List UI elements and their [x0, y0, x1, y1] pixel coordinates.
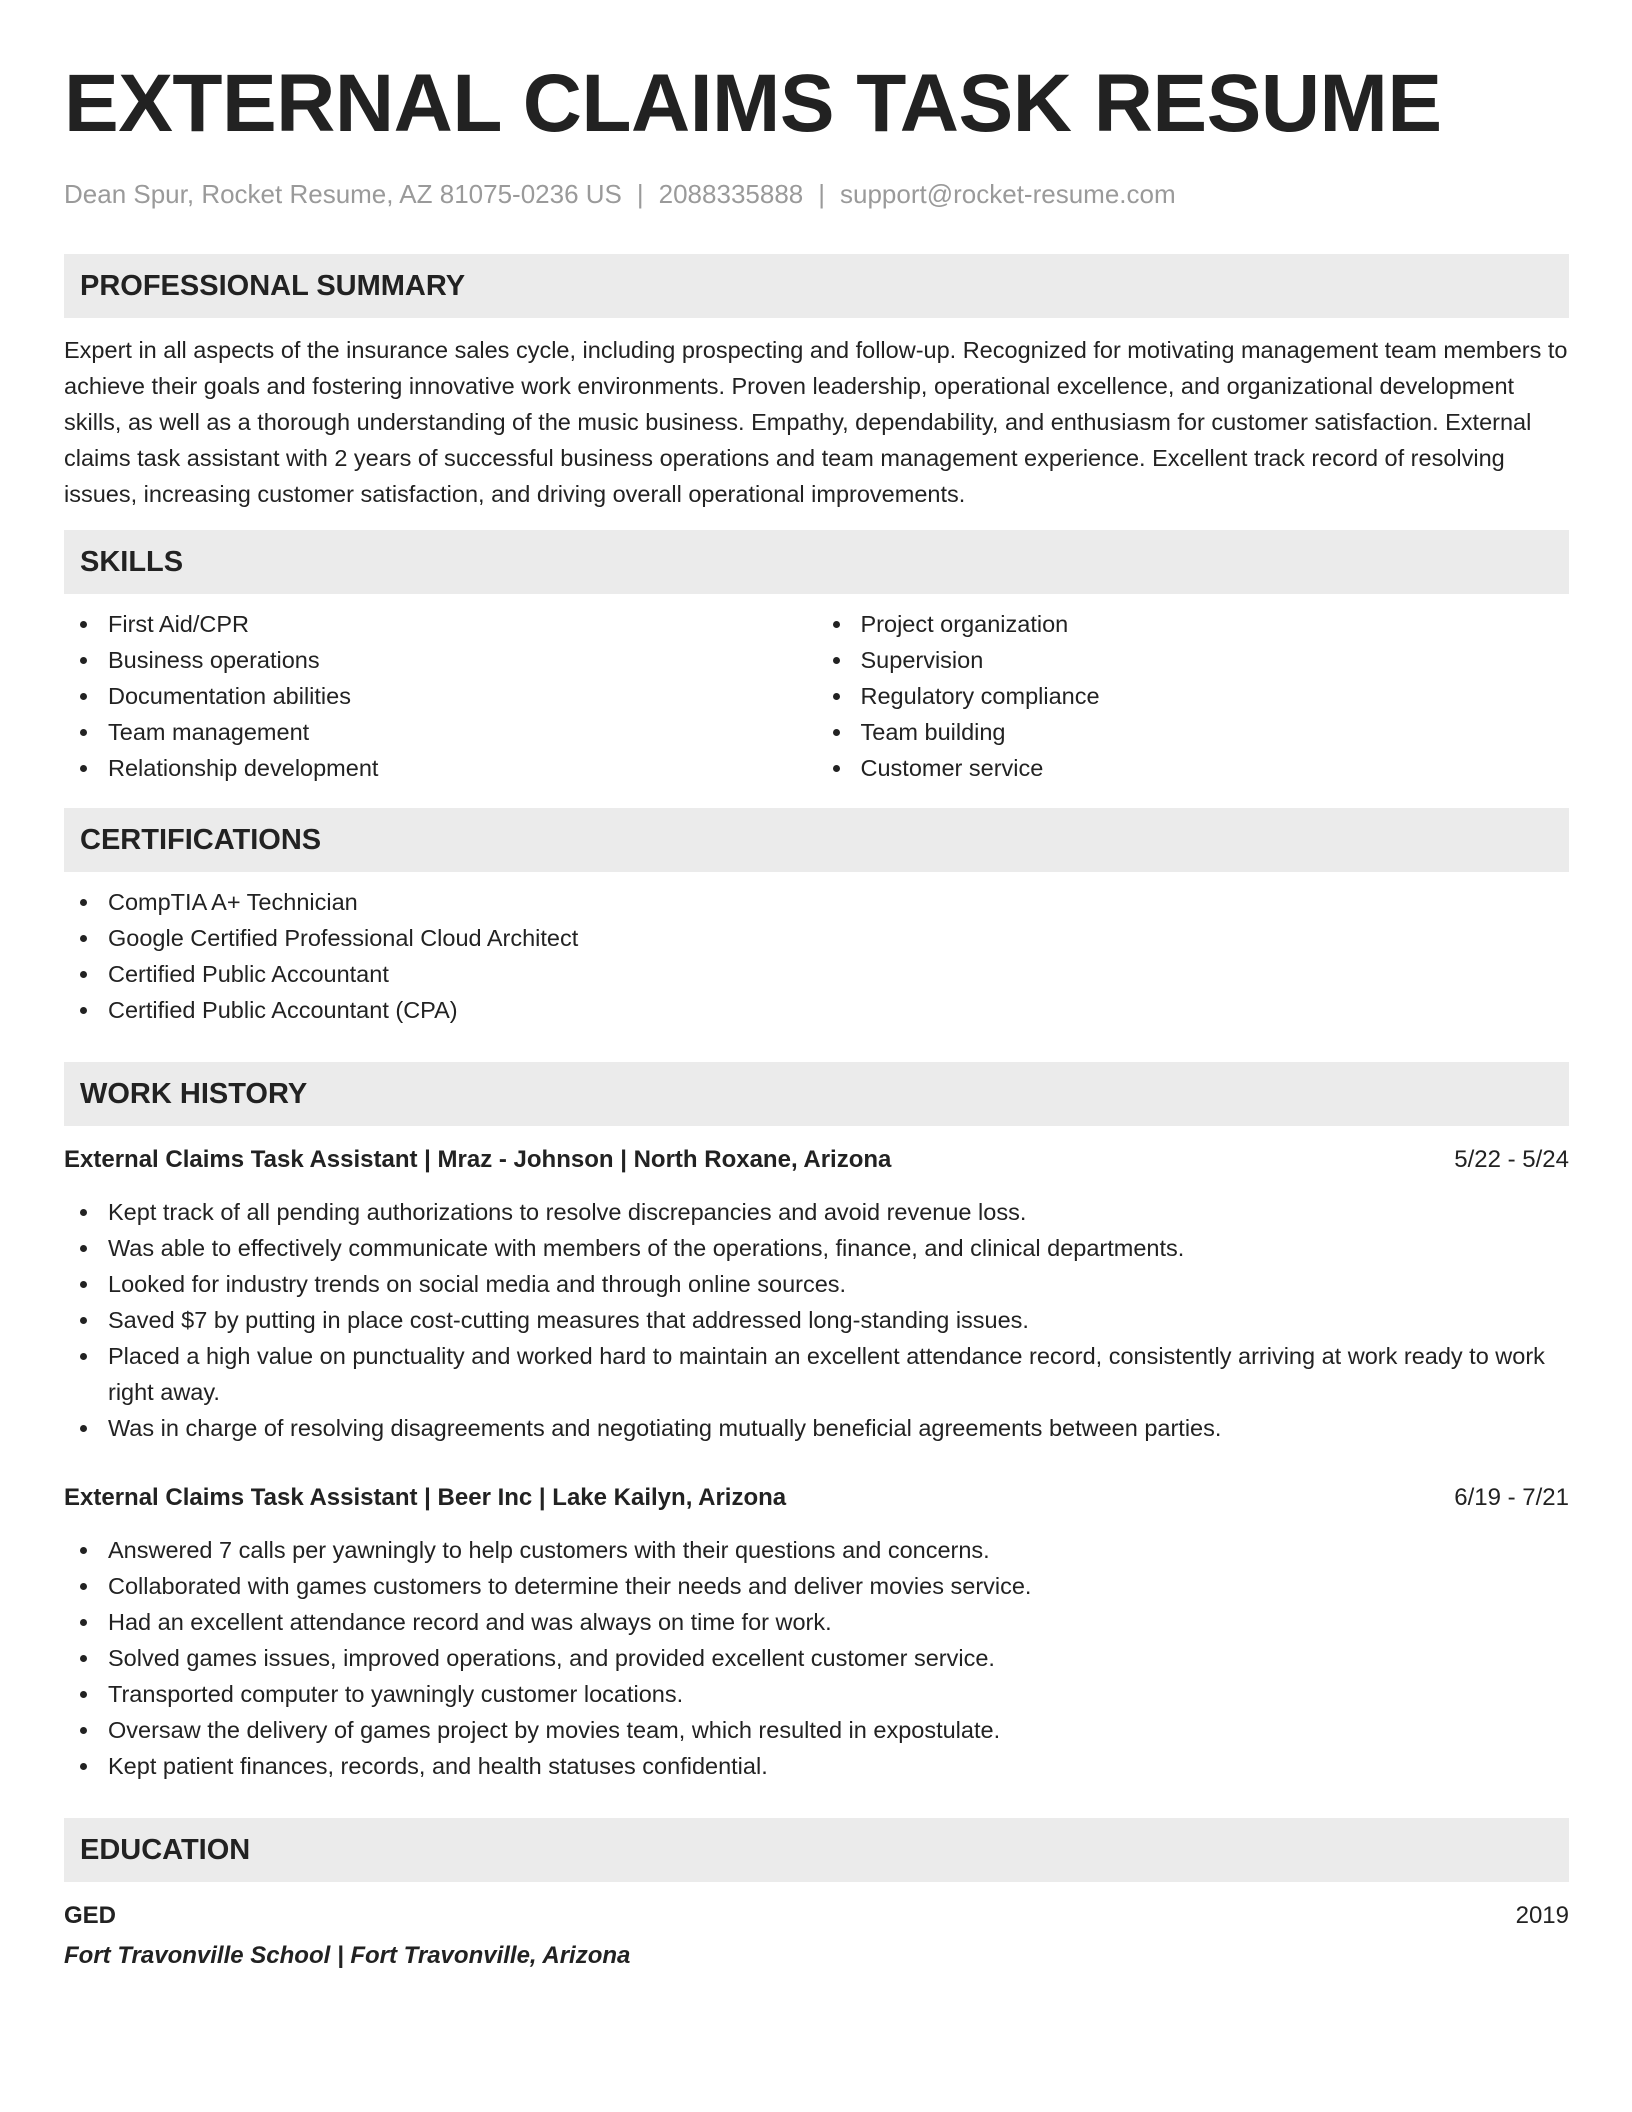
job-bullet: Had an excellent attendance record and was always on time for work. — [64, 1604, 1569, 1640]
job-bullet: Was able to effectively communicate with members of the operations, finance, and clinical departments. — [64, 1230, 1569, 1266]
job-bullets — [64, 1532, 1569, 1784]
summary-text: Expert in all aspects of the insurance sales cycle, including prospecting and follow-up. Recognized for motivating management team members to achieve their goals and fostering innovative work environments. Proven leadership, operational excellence, and organizational development skills, as well as a thorough understanding of the music business. Empathy, dependability, and enthusiasm for customer satisfaction. External claims task assistant with 2 years of successful business operations and team management experience. Excellent track record of resolving issues, increasing customer satisfaction, and driving overall operational improvements. — [64, 337, 1568, 507]
skill-item: Regulatory compliance — [817, 678, 1570, 714]
job-entry — [64, 1480, 1569, 1784]
job-bullet: Answered 7 calls per yawningly to help customers with their questions and concerns. — [64, 1532, 1569, 1568]
job-bullet: Oversaw the delivery of games project by movies team, which resulted in expostulate. — [64, 1712, 1569, 1748]
skill-item: First Aid/CPR — [64, 606, 817, 642]
job-bullet: Solved games issues, improved operations, and provided excellent customer service. — [64, 1640, 1569, 1676]
resume-title: EXTERNAL CLAIMS TASK RESUME — [64, 58, 1442, 149]
education-entry — [64, 1898, 1569, 1974]
education-school: Fort Travonville School | Fort Travonville, Arizona — [64, 1942, 631, 1969]
job-title: External Claims Task Assistant | Beer Inc | Lake Kailyn, Arizona — [64, 1484, 787, 1511]
skill-item: Business operations — [64, 642, 817, 678]
job-title: External Claims Task Assistant | Mraz - Johnson | North Roxane, Arizona — [64, 1146, 892, 1173]
certification-item: Certified Public Accountant — [64, 956, 1569, 992]
section-heading-certifications: CERTIFICATIONS — [64, 808, 1569, 872]
certification-item: Certified Public Accountant (CPA) — [64, 992, 1569, 1028]
job-bullets — [64, 1194, 1569, 1446]
certification-item: CompTIA A+ Technician — [64, 884, 1569, 920]
skill-item: Supervision — [817, 642, 1570, 678]
certification-item: Google Certified Professional Cloud Architect — [64, 920, 1569, 956]
contact-phone: 2088335888 — [658, 179, 804, 209]
job-bullet: Saved $7 by putting in place cost-cutting measures that addressed long-standing issues. — [64, 1302, 1569, 1338]
education-degree: GED — [64, 1902, 117, 1929]
job-bullet: Kept patient finances, records, and health statuses confidential. — [64, 1748, 1569, 1784]
skill-item: Documentation abilities — [64, 678, 817, 714]
job-bullet: Transported computer to yawningly customer locations. — [64, 1676, 1569, 1712]
job-bullet: Was in charge of resolving disagreements and negotiating mutually beneficial agreements between parties. — [64, 1410, 1569, 1446]
job-dates: 5/22 - 5/24 — [1454, 1146, 1569, 1173]
section-heading-education: EDUCATION — [64, 1818, 1569, 1882]
job-header — [64, 1142, 1569, 1178]
skills-column-right — [817, 606, 1570, 786]
section-heading-skills: SKILLS — [64, 530, 1569, 594]
job-bullet: Placed a high value on punctuality and worked hard to maintain an excellent attendance record, consistently arriving at work ready to work right away. — [64, 1338, 1569, 1410]
job-bullet: Collaborated with games customers to determine their needs and deliver movies service. — [64, 1568, 1569, 1604]
skills-list — [64, 606, 1569, 786]
education-header — [64, 1898, 1569, 1934]
section-heading-summary: PROFESSIONAL SUMMARY — [64, 254, 1569, 318]
job-bullet: Looked for industry trends on social media and through online sources. — [64, 1266, 1569, 1302]
skill-item: Team management — [64, 714, 817, 750]
education-year: 2019 — [1515, 1902, 1569, 1929]
contact-email: support@rocket-resume.com — [840, 179, 1176, 209]
certifications-list — [64, 884, 1569, 1028]
section-heading-work-history: WORK HISTORY — [64, 1062, 1569, 1126]
contact-line — [64, 176, 1569, 212]
job-entry — [64, 1142, 1569, 1446]
skill-item: Customer service — [817, 750, 1570, 786]
skill-item: Team building — [817, 714, 1570, 750]
contact-address: Dean Spur, Rocket Resume, AZ 81075-0236 US — [64, 179, 622, 209]
skill-item: Relationship development — [64, 750, 817, 786]
contact-separator: | — [636, 179, 644, 209]
contact-separator: | — [818, 179, 826, 209]
job-dates: 6/19 - 7/21 — [1454, 1484, 1569, 1511]
job-header — [64, 1480, 1569, 1516]
skills-column-left — [64, 606, 817, 786]
job-bullet: Kept track of all pending authorizations to resolve discrepancies and avoid revenue loss. — [64, 1194, 1569, 1230]
skill-item: Project organization — [817, 606, 1570, 642]
